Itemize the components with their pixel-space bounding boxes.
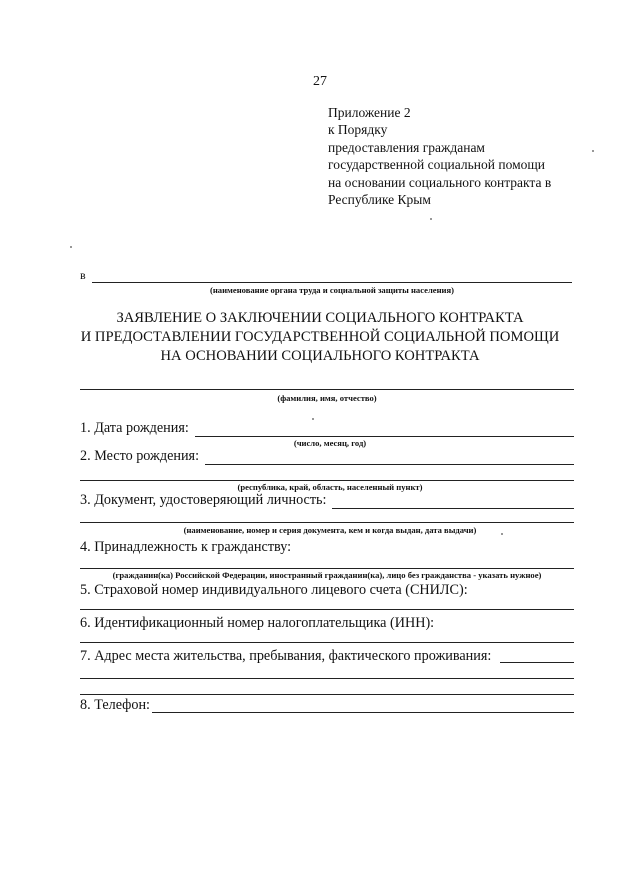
appendix-line: предоставления гражданам <box>328 139 485 155</box>
snils-line[interactable] <box>80 609 574 610</box>
inn-label: 6. Идентификационный номер налогоплательщика (ИНН): <box>80 615 435 631</box>
identity-document-caption: (наименование, номер и серия документа, кем и когда выдан, дата выдачи) <box>183 525 477 535</box>
scan-speck <box>592 150 594 152</box>
appendix-line: Приложение 2 <box>328 105 411 120</box>
citizenship-label: 4. Принадлежность к гражданству: <box>80 539 292 555</box>
appendix-line: Республике Крым <box>328 192 431 208</box>
applicant-name-line[interactable] <box>80 389 574 390</box>
title-line: И ПРЕДОСТАВЛЕНИИ ГОСУДАРСТВЕННОЙ СОЦИАЛЬНОЙ ПОМОЩИ <box>80 329 560 345</box>
address-line-2[interactable] <box>80 678 574 679</box>
address-line-3[interactable] <box>80 694 574 695</box>
inn-line[interactable] <box>80 642 574 643</box>
address-line[interactable] <box>500 662 574 663</box>
phone-line[interactable] <box>152 712 574 713</box>
snils-label: 5. Страховой номер индивидуального лицевого счета (СНИЛС): <box>80 582 468 598</box>
phone-label: 8. Телефон: <box>80 697 150 713</box>
appendix-line: на основании социального контракта в <box>328 174 552 190</box>
page-number: 27 <box>313 74 327 89</box>
birth-place-label: 2. Место рождения: <box>80 448 200 464</box>
scan-speck <box>312 418 314 420</box>
title-line: НА ОСНОВАНИИ СОЦИАЛЬНОГО КОНТРАКТА <box>160 348 480 364</box>
scan-speck <box>501 533 503 535</box>
title-line: ЗАЯВЛЕНИЕ О ЗАКЛЮЧЕНИИ СОЦИАЛЬНОГО КОНТРАКТА <box>116 310 524 326</box>
identity-document-label: 3. Документ, удостоверяющий личность: <box>80 492 327 508</box>
address-label: 7. Адрес места жительства, пребывания, фактического проживания: <box>80 648 492 664</box>
birth-place-line-2[interactable] <box>80 480 574 481</box>
scan-speck <box>430 218 432 220</box>
birth-place-line[interactable] <box>205 464 574 465</box>
birth-place-caption: (республика, край, область, населенный пункт) <box>237 482 423 492</box>
applicant-name-caption: (фамилия, имя, отчество) <box>277 393 377 403</box>
recipient-caption: (наименование органа труда и социальной защиты населения) <box>209 285 455 295</box>
appendix-line: к Порядку <box>328 122 388 138</box>
recipient-input-line[interactable] <box>92 282 572 283</box>
recipient-prefix: в <box>80 268 86 282</box>
appendix-line: государственной социальной помощи <box>328 157 545 173</box>
identity-document-line[interactable] <box>332 508 574 509</box>
citizenship-line[interactable] <box>80 568 574 569</box>
scan-speck <box>70 246 72 248</box>
birth-date-caption: (число, месяц, год) <box>293 438 367 448</box>
document-title <box>0 309 640 366</box>
citizenship-caption: (гражданин(ка) Российской Федерации, иностранный гражданин(ка), лицо без гражданства - указать нужное) <box>112 570 542 580</box>
birth-date-label: 1. Дата рождения: <box>80 420 189 436</box>
birth-date-line[interactable] <box>195 436 574 437</box>
appendix-header <box>328 104 551 208</box>
identity-document-line-2[interactable] <box>80 522 574 523</box>
